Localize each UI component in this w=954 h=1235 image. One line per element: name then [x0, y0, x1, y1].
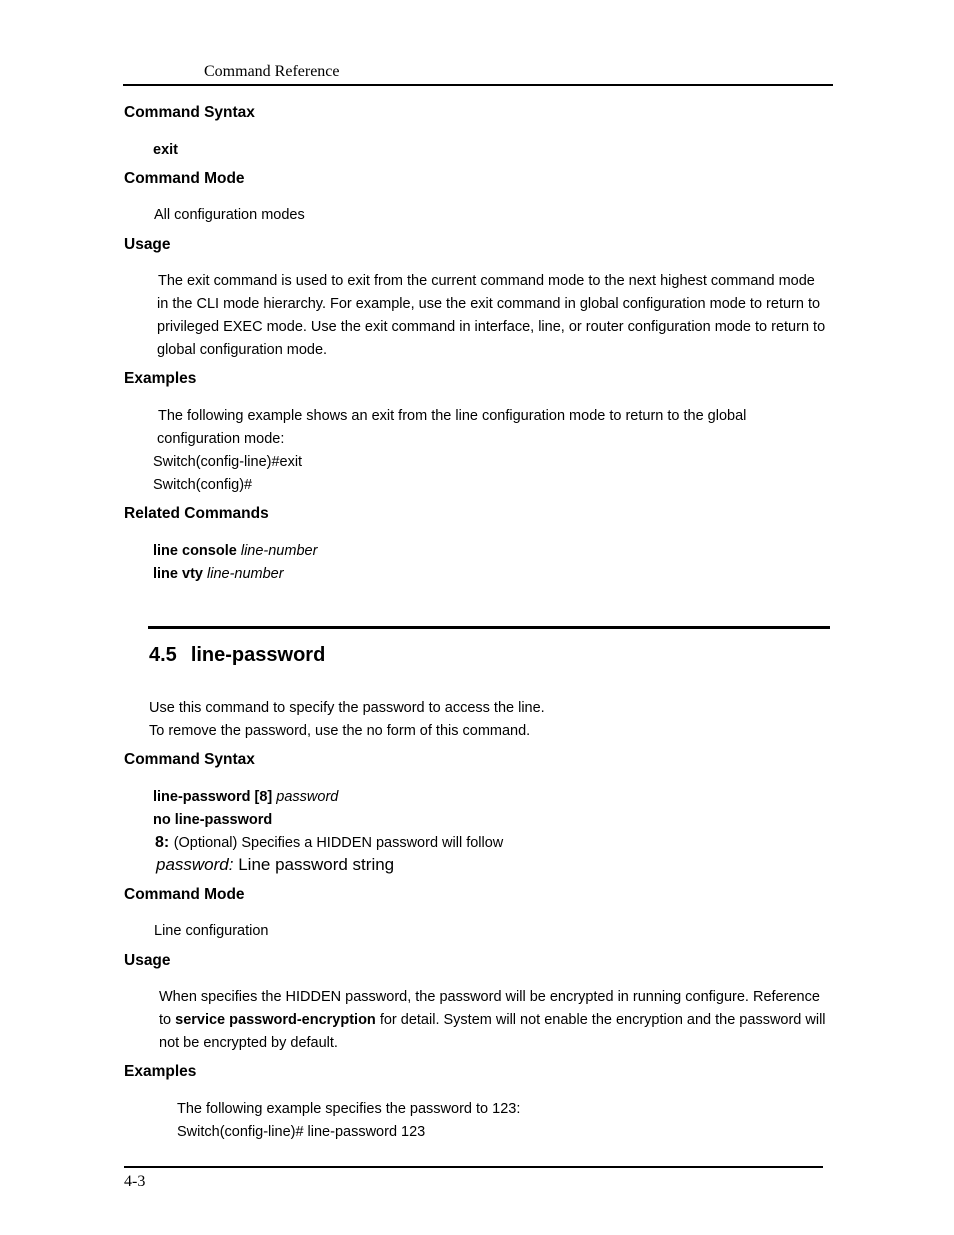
- exit-mode: All configuration modes: [154, 207, 305, 223]
- related-commands-heading: Related Commands: [124, 505, 269, 522]
- command-mode-heading: Command Mode: [124, 886, 245, 903]
- section-rule: [148, 626, 830, 629]
- param-key: 8:: [155, 834, 170, 851]
- example-text: configuration mode:: [157, 431, 285, 447]
- syntax-argument: password: [276, 789, 339, 805]
- usage-line: not be encrypted by default.: [159, 1035, 338, 1051]
- usage-line: global configuration mode.: [157, 342, 328, 358]
- section-number: 4.5: [149, 644, 177, 666]
- command-syntax-heading: Command Syntax: [124, 751, 255, 768]
- usage-line: When specifies the HIDDEN password, the password will be encrypted in running configure. Reference: [159, 989, 820, 1005]
- usage-heading: Usage: [124, 952, 171, 969]
- example-text: The following example shows an exit from the line configuration mode to return to the global: [158, 408, 747, 424]
- footer-rule: [124, 1166, 823, 1168]
- section-title: [149, 644, 325, 667]
- examples-heading: Examples: [124, 370, 197, 387]
- usage-heading: Usage: [124, 236, 171, 253]
- usage-text: for detail. System will not enable the encryption and the password will: [379, 1012, 826, 1028]
- section-name: line-password: [190, 644, 326, 666]
- running-header: Command Reference: [204, 63, 340, 80]
- section-intro: To remove the password, use the no form of this command.: [149, 723, 531, 739]
- related-command-arg: line-number: [207, 566, 284, 582]
- related-command-name: line vty: [153, 566, 203, 582]
- usage-line: in the CLI mode hierarchy. For example, use the exit command in global configuration mode to return to: [157, 296, 821, 312]
- related-command-name: line console: [153, 543, 237, 559]
- usage-text: to: [159, 1012, 172, 1028]
- example-text: The following example specifies the password to 123:: [177, 1101, 521, 1117]
- syntax-no-form: no line-password: [153, 812, 273, 828]
- command-mode-heading: Command Mode: [124, 170, 245, 187]
- usage-line: privileged EXEC mode. Use the exit command in interface, line, or router configuration mode to return to: [157, 319, 826, 335]
- example-code: Switch(config-line)#exit: [153, 454, 303, 470]
- header-rule: [123, 84, 833, 86]
- examples-heading: Examples: [124, 1063, 197, 1080]
- command-mode: Line configuration: [154, 923, 269, 939]
- usage-line: The exit command is used to exit from the current command mode to the next highest command mode: [158, 273, 815, 289]
- param-key: password:: [156, 855, 234, 874]
- section-intro: Use this command to specify the password to access the line.: [149, 700, 545, 716]
- param-password: [156, 855, 394, 875]
- usage-line: [159, 1012, 826, 1028]
- example-code: Switch(config)#: [153, 477, 253, 493]
- syntax-line: [153, 789, 338, 805]
- example-code: Switch(config-line)# line-password 123: [177, 1124, 426, 1140]
- related-command: [153, 543, 317, 559]
- related-command: [153, 566, 284, 582]
- param-desc: (Optional) Specifies a HIDDEN password will follow: [173, 835, 504, 851]
- exit-syntax: exit: [153, 142, 178, 158]
- command-syntax-heading: Command Syntax: [124, 104, 255, 121]
- usage-command-ref: service password-encryption: [175, 1012, 376, 1028]
- syntax-command: line-password [8]: [153, 789, 273, 805]
- page-number: 4-3: [124, 1173, 146, 1190]
- related-command-arg: line-number: [240, 543, 318, 559]
- param-desc: Line password string: [238, 855, 395, 874]
- param-8: [155, 834, 503, 852]
